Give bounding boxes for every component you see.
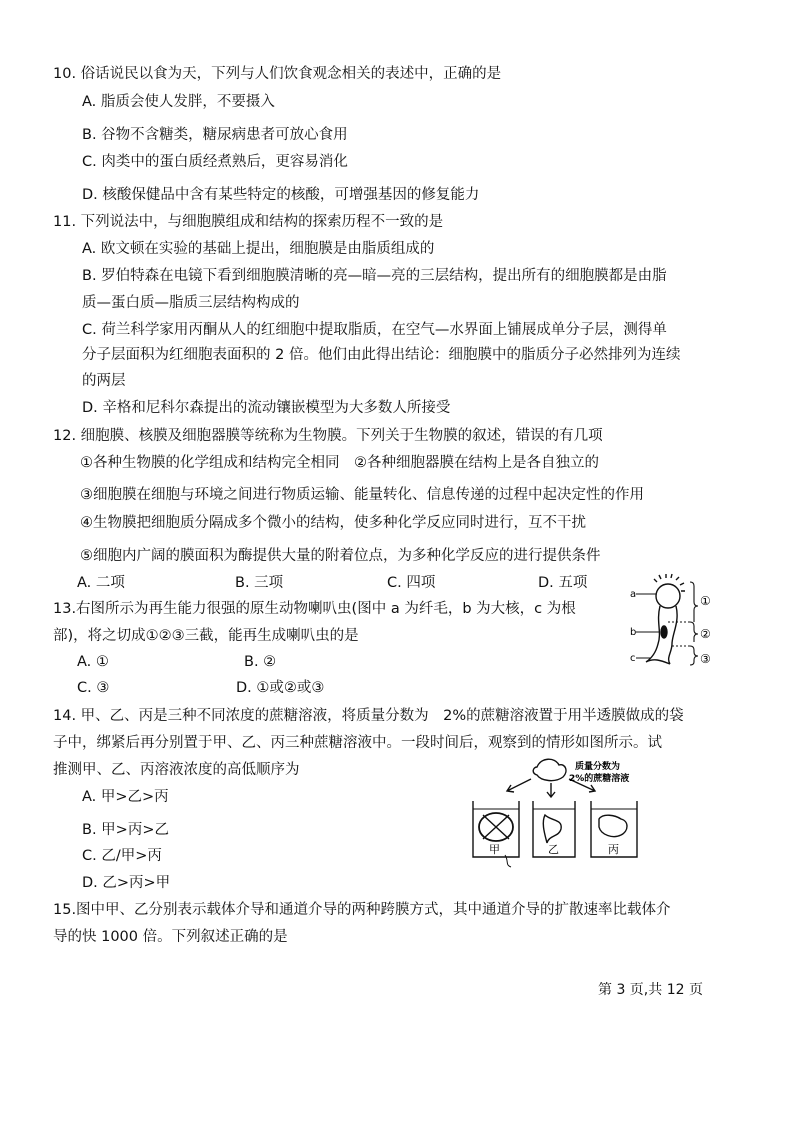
q13-section-1: ①: [700, 594, 711, 608]
q12-option-c: C. 四项: [387, 575, 436, 591]
q13-option-b: B. ②: [244, 654, 277, 670]
q15-stem-line1: 15.图中甲、乙分别表示载体介导和通道介导的两种跨膜方式，其中通道介导的扩散速率比载体介: [53, 902, 671, 918]
q13-figure: [628, 572, 718, 672]
q14-option-d: D. 乙>丙>甲: [82, 875, 171, 891]
q12-option-a: A. 二项: [77, 575, 125, 591]
q13-figure-brace-2: [690, 622, 698, 642]
q14-stem-line2: 子中，绑紧后再分别置于甲、乙、丙三种蔗糖溶液中。一段时间后，观察到的情形如图所示。试: [53, 735, 662, 751]
q13-figure-brace-1: [690, 582, 698, 622]
q11-option-c-cont1: 分子层面积为红细胞表面积的 2 倍。他们由此得出结论：细胞膜中的脂质分子必然排列为连续: [82, 347, 681, 363]
q14-figure-bag-yi: [543, 815, 561, 843]
q14-option-a: A. 甲>乙>丙: [82, 789, 169, 805]
q14-beaker-label-jia: 甲: [489, 843, 500, 856]
q14-figure-caption-1: 质量分数为: [575, 762, 621, 772]
q12-statement-3: ③细胞膜在细胞与环境之间进行物质运输、能量转化、信息传递的过程中起决定性的作用: [80, 487, 644, 503]
q10-option-a: A. 脂质会使人发胖，不要摄入: [82, 94, 275, 110]
page-number: 第 3 页,共 12 页: [598, 982, 703, 998]
q11-option-b: B. 罗伯特森在电镜下看到细胞膜清晰的亮—暗—亮的三层结构，提出所有的细胞膜都是由脂: [82, 268, 667, 284]
q14-figure-arrow-left: [507, 779, 531, 792]
q13-label-a: a: [630, 589, 637, 600]
q14-figure: [465, 757, 665, 869]
q14-option-b: B. 甲>丙>乙: [82, 822, 169, 838]
q13-option-a: A. ①: [77, 654, 109, 670]
q13-option-d: D. ①或②或③: [236, 680, 325, 696]
q10-option-d: D. 核酸保健品中含有某些特定的核酸，可增强基因的修复能力: [82, 187, 480, 203]
q11-option-c: C. 荷兰科学家用丙酮从人的红细胞中提取脂质，在空气—水界面上铺展成单分子层，测得单: [82, 322, 667, 338]
q13-figure-macronucleus: [661, 626, 667, 638]
q10-option-c: C. 肉类中的蛋白质经煮熟后，更容易消化: [82, 154, 348, 170]
q13-label-c: c: [630, 653, 636, 664]
q11-option-c-cont2: 的两层: [82, 373, 126, 389]
q13-section-3: ③: [700, 652, 711, 666]
q12-stem: 12. 细胞膜、核膜及细胞器膜等统称为生物膜。下列关于生物膜的叙述，错误的有几项: [53, 428, 603, 444]
q14-figure-arrow-mid: [547, 783, 555, 797]
q14-stem-line1: 14. 甲、乙、丙是三种不同浓度的蔗糖溶液，将质量分数为 2%的蔗糖溶液置于用半透膜做成的袋: [53, 708, 684, 724]
q13-options-row2: [0, 678, 600, 698]
q12-statement-1-2: ①各种生物膜的化学组成和结构完全相同 ②各种细胞器膜在结构上是各自独立的: [80, 455, 599, 471]
q10-stem: 10. 俗话说民以食为天，下列与人们饮食观念相关的表述中，正确的是: [53, 66, 502, 82]
q14-beaker-label-yi: 乙: [548, 843, 559, 856]
q14-figure-bag-top: [533, 759, 566, 780]
q11-option-b-cont: 质—蛋白质—脂质三层结构构成的: [82, 295, 300, 311]
q11-option-a: A. 欧文顿在实验的基础上提出，细胞膜是由脂质组成的: [82, 241, 435, 257]
q14-figure-bag-bing: [599, 815, 627, 836]
q10-option-b: B. 谷物不含糖类，糖尿病患者可放心食用: [82, 127, 348, 143]
q13-figure-cell-body: [656, 584, 680, 608]
q14-beaker-label-bing: 丙: [608, 843, 619, 856]
q11-option-d: D. 辛格和尼科尔森提出的流动镶嵌模型为大多数人所接受: [82, 400, 451, 416]
q11-stem: 11. 下列说法中，与细胞膜组成和结构的探索历程不一致的是: [53, 214, 444, 230]
q13-stem-line1: 13.右图所示为再生能力很强的原生动物喇叭虫(图中 a 为纤毛，b 为大核，c 为根: [53, 601, 576, 617]
q13-option-c: C. ③: [77, 680, 110, 696]
q15-stem-line2: 导的快 1000 倍。下列叙述正确的是: [53, 929, 288, 945]
q12-statement-4: ④生物膜把细胞质分隔成多个微小的结构，使多种化学反应同时进行，互不干扰: [80, 515, 586, 531]
q13-options-row1: [0, 652, 600, 672]
q13-stem-line2: 部)，将之切成①②③三截，能再生成喇叭虫的是: [53, 628, 359, 644]
q12-option-b: B. 三项: [235, 575, 284, 591]
q12-option-d: D. 五项: [538, 575, 588, 591]
q14-option-c: C. 乙/甲>丙: [82, 848, 162, 864]
q13-figure-brace-3: [690, 646, 698, 665]
q14-stem-line3: 推测甲、乙、丙溶液浓度的高低顺序为: [53, 762, 300, 778]
q13-label-b: b: [630, 627, 637, 638]
q12-statement-5: ⑤细胞内广阔的膜面积为酶提供大量的附着位点，为多种化学反应的进行提供条件: [80, 548, 601, 564]
q13-section-2: ②: [700, 627, 711, 641]
q14-figure-caption-2: 2%的蔗糖溶液: [569, 774, 630, 784]
q14-figure-bag-jia-mark: [483, 815, 509, 839]
